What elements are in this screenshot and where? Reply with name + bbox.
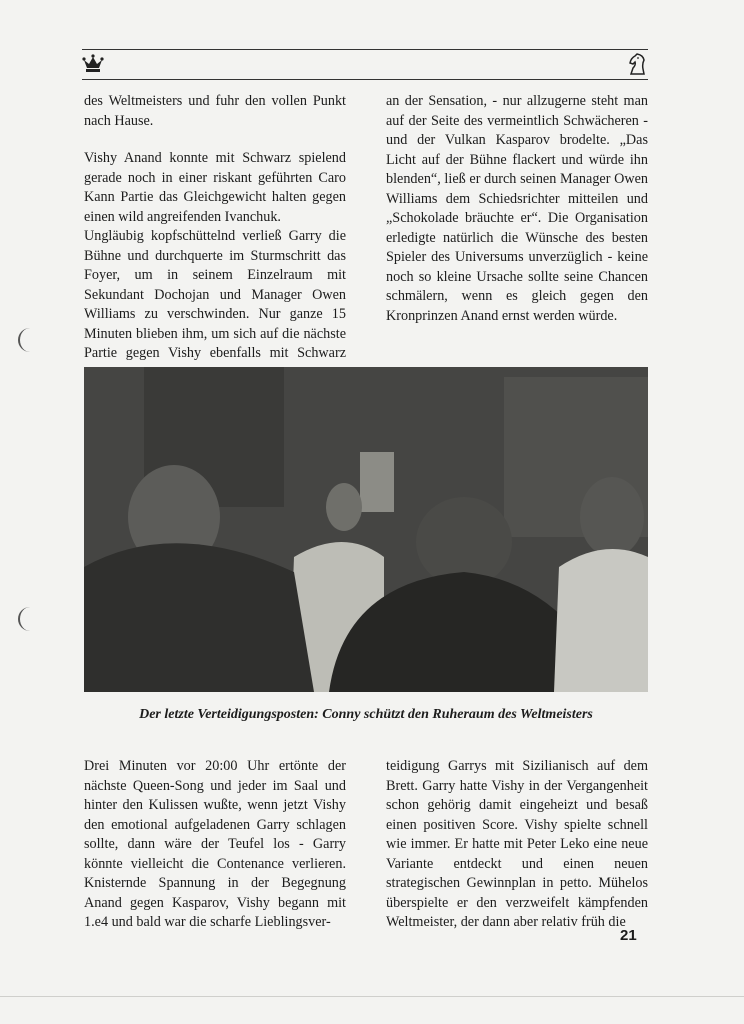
left-column-top bbox=[84, 92, 346, 403]
paragraph: Vishy Anand konnte mit Schwarz spielend gerade noch in einer riskant geführten Caro Kann Partie das Gleichgewicht halten gegen einen wild angreifenden Ivanchuk. bbox=[84, 150, 346, 225]
paragraph: an der Sensation, - nur allzugerne steht man auf der Seite des vermeintlich Schwächeren - und der Vulkan Kasparov brodelte. „Das Licht auf der Bühne flackert und würde ihn blenden“, ließ er durch seinen Manager Owen Williams dem Schiedsrichter mitteilen und „Schokolade bräuchte er“. Die Organisation erledigte natürlich die Wünsche des besten Spieler des Universums unverzüglich - keine noch so kleine Ursache sollte seine Chancen schmälern, wenn es gleich gegen den Kronprinzen Anand ernst werden würde. bbox=[386, 93, 648, 324]
page-number: 21 bbox=[620, 927, 637, 944]
paragraph: des Weltmeisters und fuhr den vollen Punkt nach Hause. bbox=[84, 93, 346, 129]
header-rule-top bbox=[82, 49, 648, 50]
paragraph: Ungläubig kopfschüttelnd verließ Garry die Bühne und durchquerte im Sturmschritt das Foyer, um in seinem Einzelraum mit Sekundant Dochojan und Manager Owen Williams zu verschwinden. Nur ganze 15 Minuten blieben ihm, um sich auf die nächste Partie gegen Vishy ebenfalls mit Schwarz bbox=[84, 228, 346, 361]
paragraph: Drei Minuten vor 20:00 Uhr ertönte der nächste Queen-Song und jeder im Saal und hinter den Kulissen wußte, wenn jetzt Vishy den emotional aufgeladenen Garry schlagen sollte, dann wäre der Teufel los - Garry könnte vielleicht die Contenance verlieren. Knisternde Spannung in der Begegnung Anand gegen Kasparov, Vishy begann mit 1.e4 und bald war die scharfe Lieblingsver- bbox=[84, 758, 346, 930]
binder-hole bbox=[18, 607, 36, 631]
photo-crowd bbox=[84, 367, 648, 692]
left-column-bottom bbox=[84, 757, 346, 933]
binder-hole bbox=[18, 328, 36, 352]
chess-knight-icon bbox=[626, 52, 648, 76]
photo-caption: Der letzte Verteidigungsposten: Conny schützt den Ruheraum des Weltmeisters bbox=[139, 707, 593, 722]
chess-queen-icon bbox=[82, 54, 104, 74]
paragraph: teidigung Garrys mit Sizilianisch auf dem Brett. Garry hatte Vishy in der Vergangenheit schon gehörig damit eingeheizt und besaß einen positiven Score. Vishy spielte schnell wie immer. Er hatte mit Peter Leko eine neue Variante entdeckt und einen neuen strategischen Gewinnplan in petto. Mühelos überspielte er den verzweifelt kämpfenden Weltmeister, der dann aber relativ früh die bbox=[386, 758, 648, 930]
page-edge bbox=[0, 996, 744, 997]
right-column-top bbox=[386, 92, 648, 326]
right-column-bottom bbox=[386, 757, 648, 933]
header-rule-bottom bbox=[82, 79, 648, 80]
page-header bbox=[82, 49, 648, 81]
